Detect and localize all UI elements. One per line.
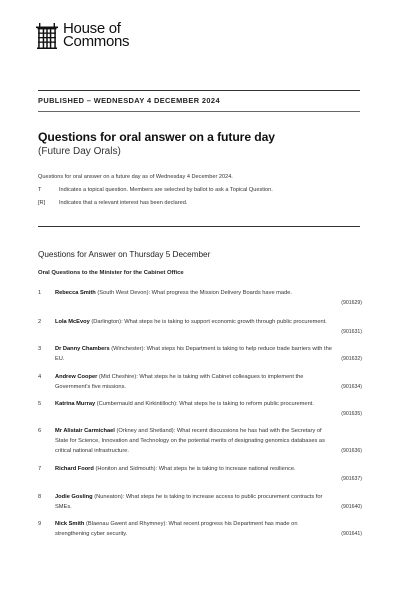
- constituency: (Mid Cheshire):: [97, 374, 140, 380]
- question-ref: (901637): [341, 476, 362, 483]
- question-ref: (901634): [341, 384, 362, 391]
- question-number: 4: [38, 374, 42, 380]
- member-name: Lola McEvoy: [55, 319, 90, 325]
- question-ref: (901631): [341, 329, 362, 336]
- constituency: (Cumbernauld and Kirkintilloch):: [95, 401, 180, 407]
- published-rule: [38, 111, 360, 112]
- question-body: [55, 288, 333, 298]
- question-text: What steps he is taking to support economic growth through public procurement.: [124, 319, 327, 325]
- portcullis-icon: [36, 23, 58, 49]
- question-number: 1: [38, 290, 42, 296]
- constituency: (South West Devon):: [95, 290, 152, 296]
- key-symbol: [R]: [38, 200, 46, 206]
- question-number: 8: [38, 494, 42, 500]
- question-number: 7: [38, 466, 42, 472]
- question-number: 6: [38, 428, 42, 434]
- question-text: What steps he is taking to increase national resilience.: [158, 466, 296, 472]
- member-name: Katrina Murray: [55, 401, 96, 407]
- question-text: What recent discussions he has had with the Secretary of State for Science, Innovation and Technology on the potential merits of designating genomics databases as critical national infrastructure.: [55, 428, 325, 455]
- constituency: (Orkney and Shetland):: [114, 428, 177, 434]
- question-ref: (901629): [341, 300, 362, 307]
- question-text: What progress the Mission Delivery Boards have made.: [151, 290, 292, 296]
- question-body: [55, 399, 333, 409]
- question-number: 5: [38, 401, 42, 407]
- member-name: Dr Danny Chambers: [55, 346, 110, 352]
- question-text: What steps his Department is taking to help reduce trade barriers with the EU.: [55, 346, 332, 363]
- top-rule: [38, 90, 360, 91]
- key-interest: [38, 200, 187, 206]
- constituency: (Honiton and Sidmouth):: [93, 466, 159, 472]
- constituency: (Darlington):: [89, 319, 125, 325]
- question-number: 9: [38, 521, 42, 527]
- question-text: What recent progress his Department has made on strengthening cyber security.: [55, 521, 298, 538]
- intro-text: Questions for oral answer on a future day as of Wednesday 4 December 2024.: [38, 174, 233, 180]
- logo-wordmark: [63, 22, 129, 48]
- house-of-commons-logo: [36, 22, 129, 49]
- question-body: [55, 426, 333, 457]
- question-text: What steps he is taking to reform public procurement.: [179, 401, 314, 407]
- question-body: [55, 464, 333, 474]
- page-subtitle: (Future Day Orals): [38, 146, 121, 157]
- day-heading: Questions for Answer on Thursday 5 December: [38, 250, 211, 259]
- published-date: PUBLISHED – WEDNESDAY 4 DECEMBER 2024: [38, 96, 220, 105]
- section-rule: [38, 226, 360, 227]
- question-ref: (901641): [341, 531, 362, 538]
- question-text: What steps he is taking with Cabinet colleagues to implement the Government’s five missions.: [55, 374, 304, 391]
- member-name: Jodie Gosling: [55, 494, 93, 500]
- logo-line-2: Commons: [63, 33, 130, 50]
- constituency: (Nuneaton):: [92, 494, 126, 500]
- logo-line-1: House of: [63, 20, 121, 37]
- question-text: What steps he is taking to increase access to public procurement contracts for SMEs.: [55, 494, 323, 511]
- question-number: 2: [38, 319, 42, 325]
- question-ref: (901632): [341, 356, 362, 363]
- question-ref: (901635): [341, 411, 362, 418]
- key-text: Indicates that a relevant interest has been declared.: [59, 200, 188, 206]
- member-name: Mr Alistair Carmichael: [55, 428, 115, 434]
- question-body: [55, 317, 333, 327]
- question-ref: (901640): [341, 504, 362, 511]
- key-symbol: T: [38, 187, 42, 193]
- key-text: Indicates a topical question. Members are selected by ballot to ask a Topical Question.: [59, 187, 273, 193]
- constituency: (Winchester):: [109, 346, 147, 352]
- question-body: [55, 344, 333, 364]
- constituency: (Blaenau Gwent and Rhymney):: [84, 521, 169, 527]
- member-name: Rebecca Smith: [55, 290, 96, 296]
- member-name: Andrew Cooper: [55, 374, 98, 380]
- question-body: [55, 372, 333, 392]
- question-body: [55, 519, 333, 539]
- question-number: 3: [38, 346, 42, 352]
- page-title: Questions for oral answer on a future day: [38, 130, 275, 144]
- section-heading: Oral Questions to the Minister for the Cabinet Office: [38, 270, 184, 276]
- key-topical: [38, 187, 273, 193]
- question-body: [55, 492, 333, 512]
- member-name: Richard Foord: [55, 466, 94, 472]
- question-ref: (901636): [341, 448, 362, 455]
- member-name: Nick Smith: [55, 521, 85, 527]
